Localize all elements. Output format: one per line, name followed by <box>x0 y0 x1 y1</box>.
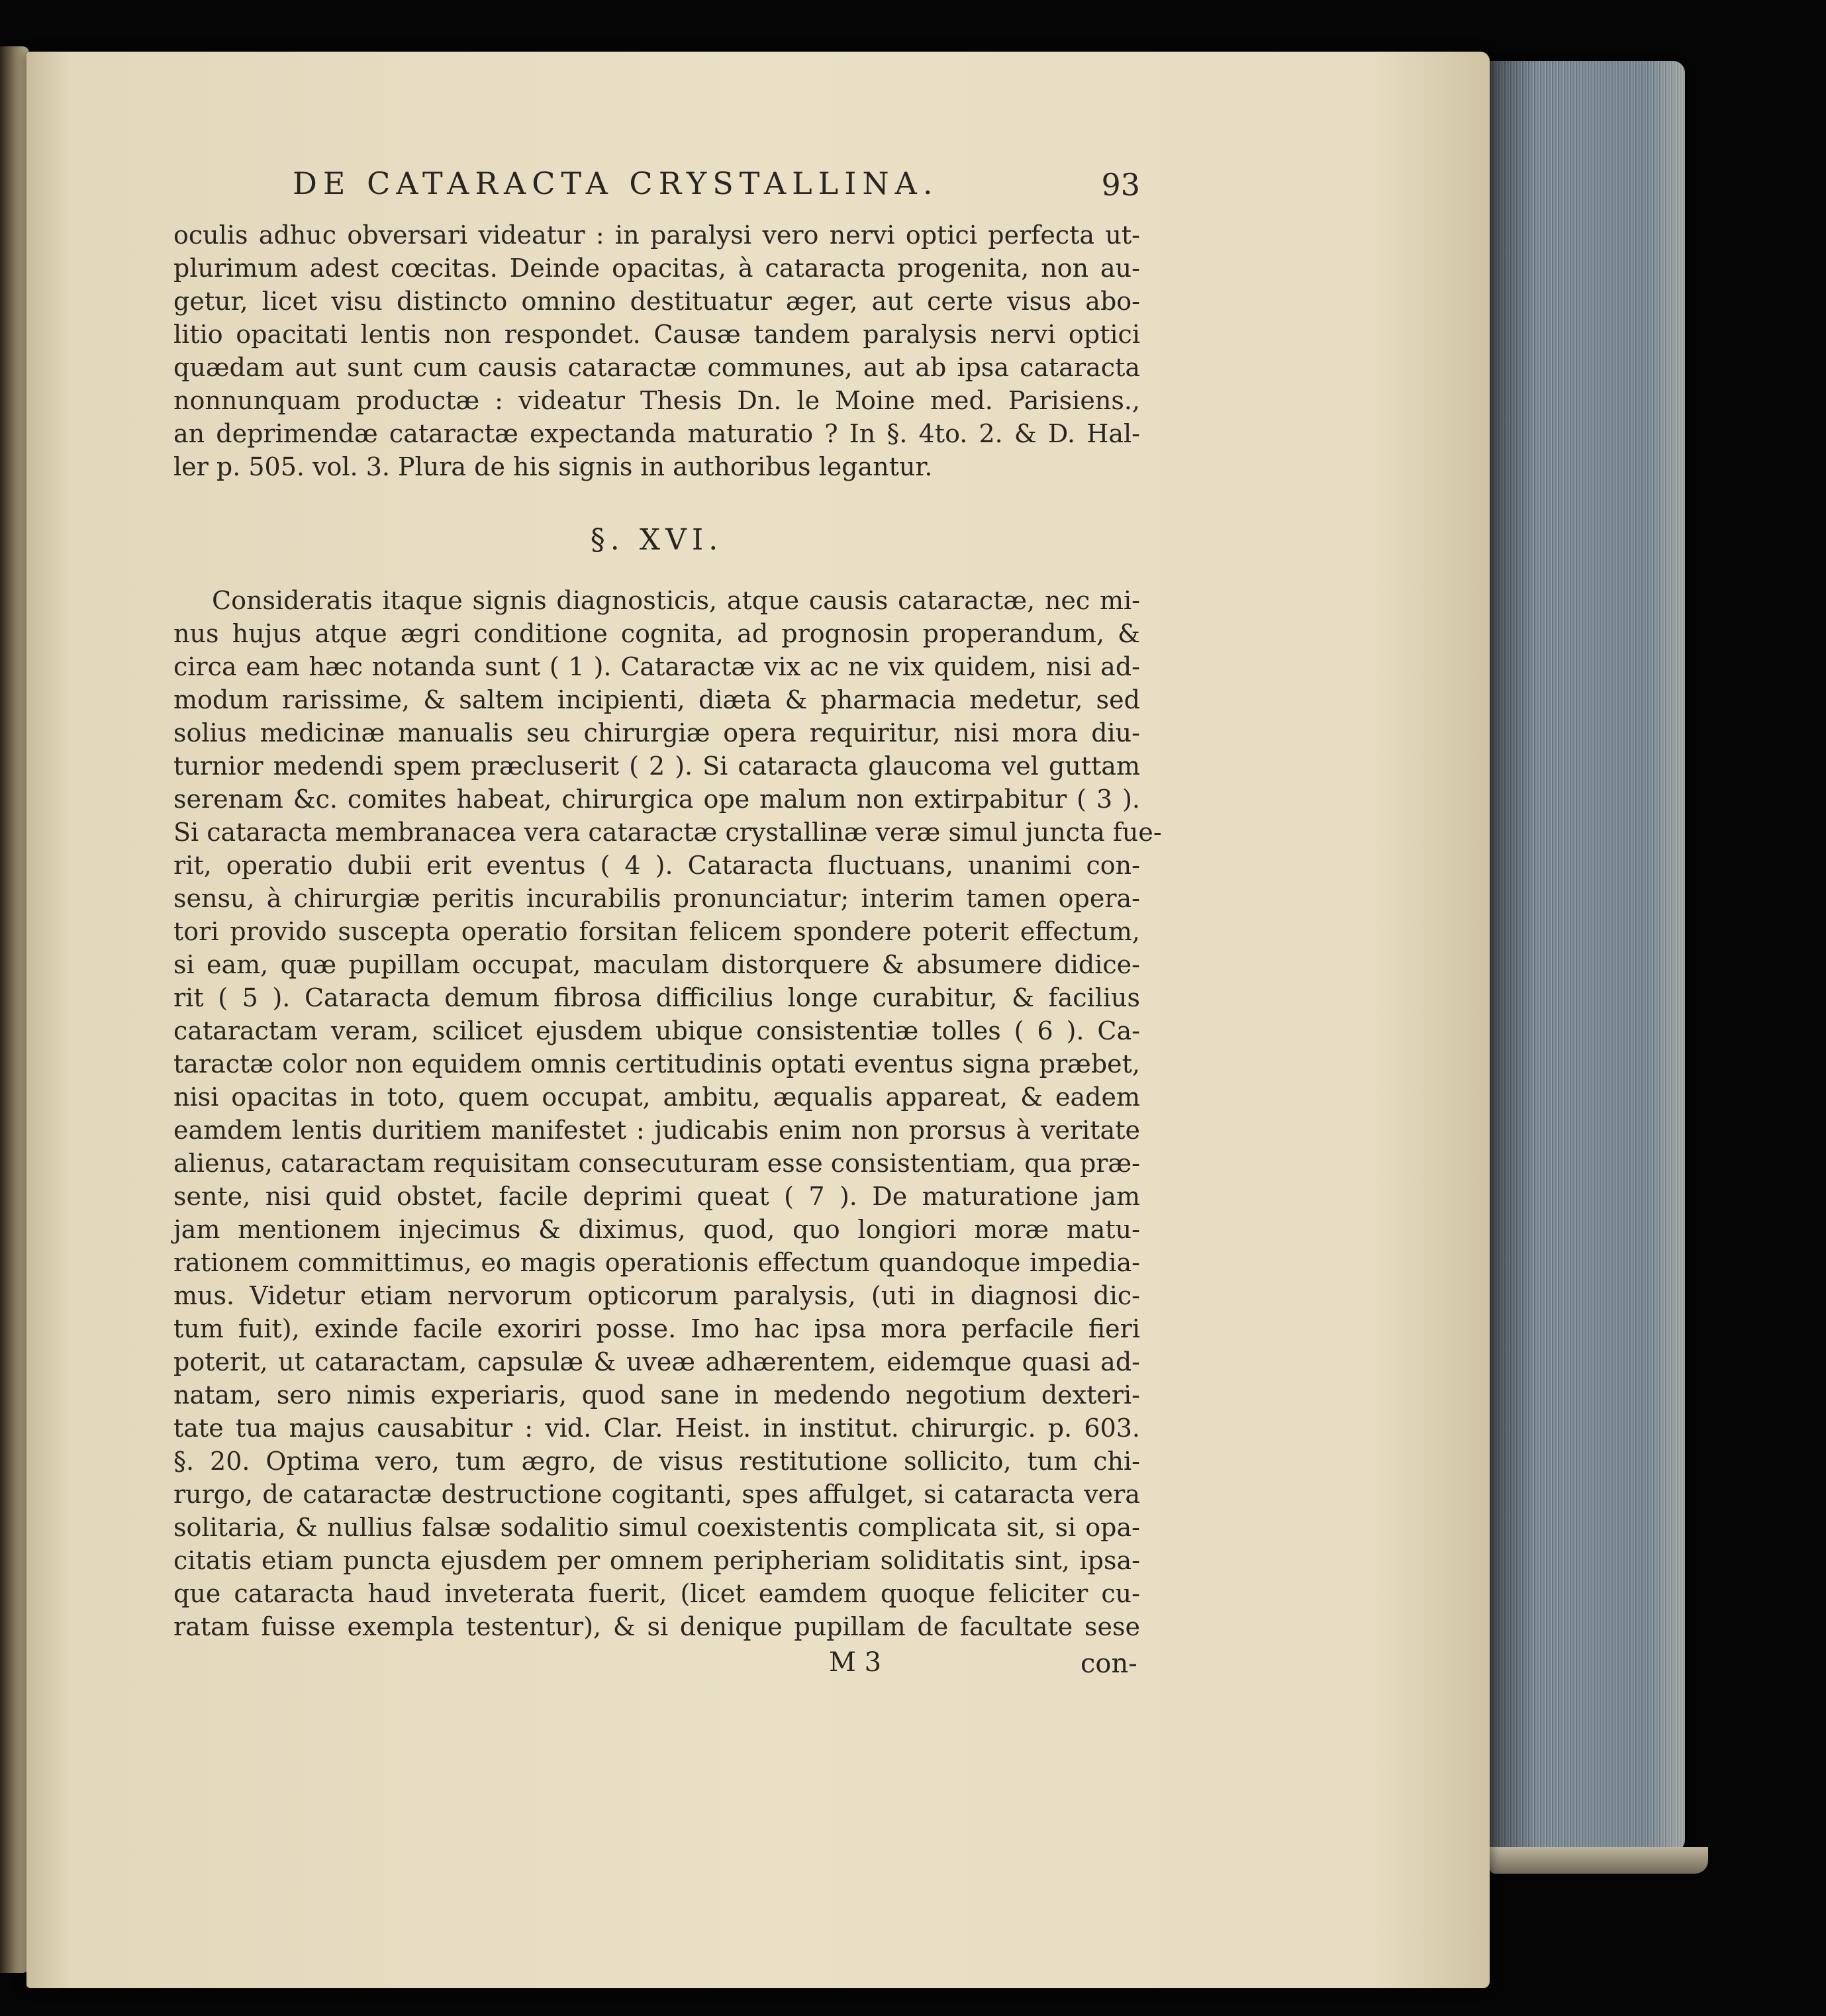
text-line: nisi opacitas in toto, quem occupat, ambitu, æqualis appareat, & eadem <box>173 1082 1140 1112</box>
text-line: getur, licet visu distincto omnino destituatur æger, aut certe visus abo- <box>173 287 1140 316</box>
text-line: eamdem lentis duritiem manifestet : judicabis enim non prorsus à veritate <box>173 1116 1140 1145</box>
running-head <box>173 166 1140 218</box>
text-line: oculis adhuc obversari videatur : in paralysi vero nervi optici perfecta ut- <box>173 220 1140 250</box>
text-line: Consideratis itaque signis diagnosticis, atque causis cataractæ, nec mi- <box>212 586 1140 615</box>
fore-edge-shading <box>1486 61 1685 1852</box>
text-line: §. 20. Optima vero, tum ægro, de visus restitutione sollicito, tum chi- <box>173 1447 1140 1476</box>
text-line: mus. Videtur etiam nervorum opticorum paralysis, (uti in diagnosi dic- <box>173 1281 1140 1310</box>
text-line: serenam &c. comites habeat, chirurgica ope malum non extirpabitur ( 3 ). <box>173 785 1140 814</box>
text-line: sensu, à chirurgiæ peritis incurabilis pronunciatur; interim tamen opera- <box>173 884 1140 913</box>
text-line: que cataracta haud inveterata fuerit, (licet eamdem quoque feliciter cu- <box>173 1579 1140 1608</box>
text-line: turnior medendi spem præcluserit ( 2 ). Si cataracta glaucoma vel guttam <box>173 751 1140 781</box>
section-heading: §. XVI. <box>590 523 724 557</box>
text-line: litio opacitati lentis non respondet. Causæ tandem paralysis nervi optici <box>173 320 1140 349</box>
text-line: tum fuit), exinde facile exoriri posse. Imo hac ipsa mora perfacile fieri <box>173 1314 1140 1343</box>
text-line: nus hujus atque ægri conditione cognita, ad prognosin properandum, & <box>173 619 1140 648</box>
text-line: alienus, cataractam requisitam consecuturam esse consistentiam, qua præ- <box>173 1149 1140 1178</box>
text-line: si eam, quæ pupillam occupat, maculam distorquere & absumere didice- <box>173 950 1140 979</box>
text-line: nonnunquam productæ : videatur Thesis Dn. le Moine med. Parisiens., <box>173 386 1140 415</box>
left-page-edge <box>0 46 29 1973</box>
text-line: modum rarissime, & saltem incipienti, diæta & pharmacia medetur, sed <box>173 685 1140 714</box>
text-line: natam, sero nimis experiaris, quod sane in medendo negotium dexteri- <box>173 1380 1140 1410</box>
text-line: an deprimendæ cataractæ expectanda maturatio ? In §. 4to. 2. & D. Hal- <box>173 419 1140 448</box>
page-number: 93 <box>1101 167 1140 203</box>
text-line: cataractam veram, scilicet ejusdem ubique consistentiæ tolles ( 6 ). Ca- <box>173 1016 1140 1045</box>
signature-mark: M 3 <box>829 1647 882 1678</box>
text-line: rit ( 5 ). Cataracta demum fibrosa difficilius longe curabitur, & facilius <box>173 983 1140 1012</box>
text-line: rit, operatio dubii erit eventus ( 4 ). Cataracta fluctuans, unanimi con- <box>173 851 1140 880</box>
text-line: tori provido suscepta operatio forsitan felicem spondere poterit effectum, <box>173 917 1140 946</box>
text-line: quædam aut sunt cum causis cataractæ communes, aut ab ipsa cataracta <box>173 353 1140 382</box>
text-line: plurimum adest cœcitas. Deinde opacitas, à cataracta progenita, non au- <box>173 254 1140 283</box>
text-line: ratam fuisse exempla testentur), & si denique pupillam de facultate sese <box>173 1612 1140 1641</box>
text-line: taractæ color non equidem omnis certitudinis optati eventus signa præbet, <box>173 1049 1140 1079</box>
text-line: Si cataracta membranacea vera cataractæ crystallinæ veræ simul juncta fue- <box>173 818 1162 847</box>
book-cover-corner <box>1490 1847 1708 1874</box>
text-line: rationem committimus, eo magis operationis effectum quandoque impedia- <box>173 1248 1140 1277</box>
text-line: solitaria, & nullius falsæ sodalitio simul coexistentis complicata sit, si opa- <box>173 1513 1140 1542</box>
text-line: citatis etiam puncta ejusdem per omnem peripheriam soliditatis sint, ipsa- <box>173 1546 1140 1575</box>
text-line: circa eam hæc notanda sunt ( 1 ). Cataractæ vix ac ne vix quidem, nisi ad- <box>173 652 1140 681</box>
text-line: ler p. 505. vol. 3. Plura de his signis in authoribus legantur. <box>173 452 933 481</box>
text-line: jam mentionem injecimus & diximus, quod, quo longiori moræ matu- <box>173 1215 1140 1244</box>
text-line: sente, nisi quid obstet, facile deprimi queat ( 7 ). De maturatione jam <box>173 1182 1140 1211</box>
text-line: solius medicinæ manualis seu chirurgiæ opera requiritur, nisi mora diu- <box>173 718 1140 747</box>
running-head-title: DE CATARACTA CRYSTALLINA. <box>293 166 939 201</box>
text-line: rurgo, de cataractæ destructione cogitanti, spes affulget, si cataracta vera <box>173 1480 1140 1509</box>
catchword: con- <box>1081 1649 1137 1679</box>
text-line: tate tua majus causabitur : vid. Clar. Heist. in institut. chirurgic. p. 603. <box>173 1414 1140 1443</box>
text-line: poterit, ut cataractam, capsulæ & uveæ adhærentem, eidemque quasi ad- <box>173 1347 1140 1376</box>
